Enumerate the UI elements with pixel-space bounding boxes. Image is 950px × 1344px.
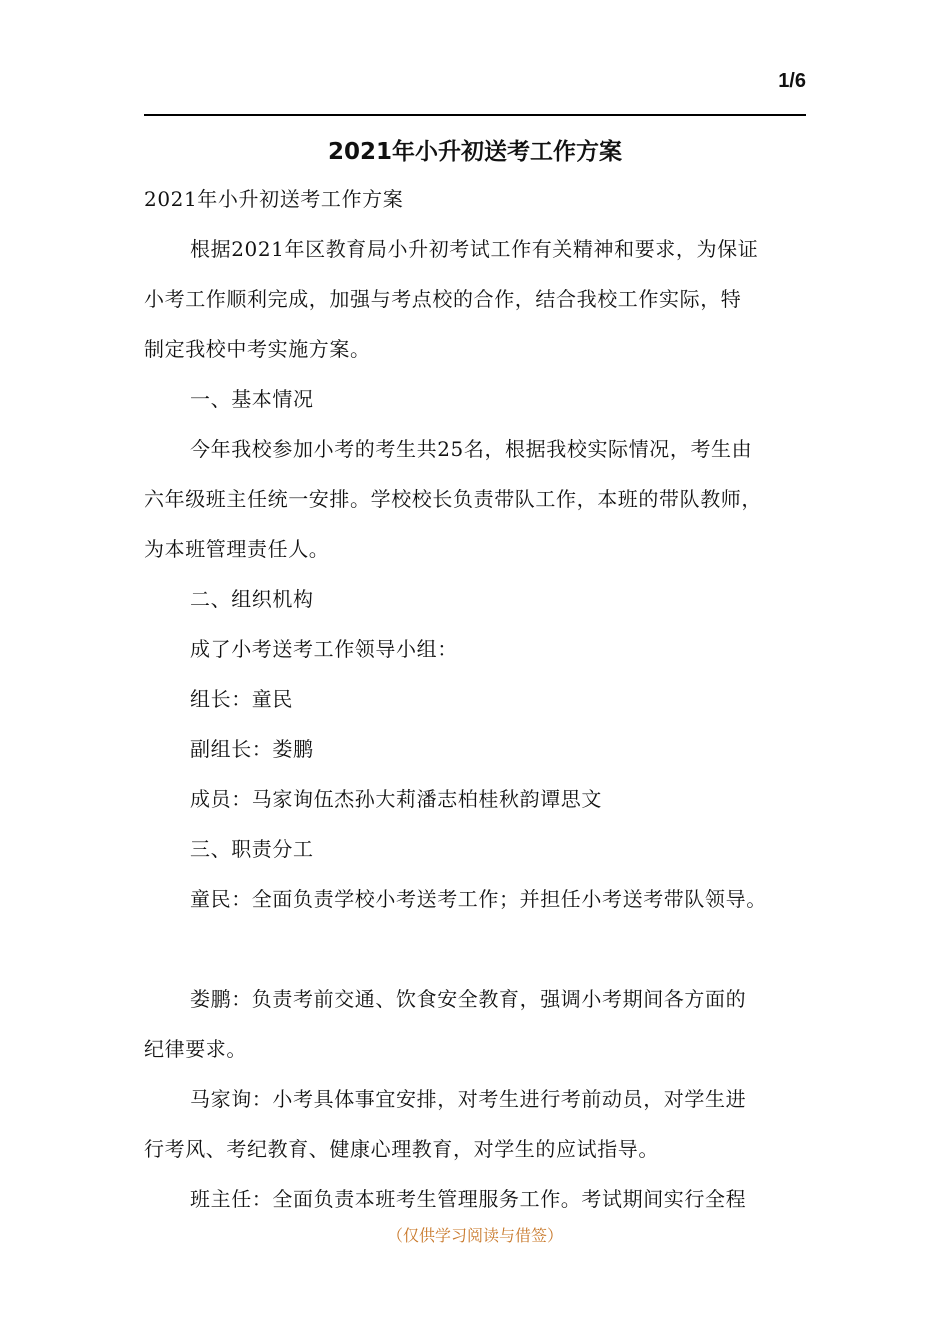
paragraph-line: 为本班管理责任人。 bbox=[144, 537, 330, 561]
paragraph-line: 成员：马家询伍杰孙大莉潘志柏桂秋韵谭思文 bbox=[190, 787, 602, 811]
paragraph-line: 成了小考送考工作领导小组： bbox=[190, 637, 458, 661]
paragraph-line: 制定我校中考实施方案。 bbox=[144, 337, 371, 361]
header-rule bbox=[144, 114, 806, 116]
paragraph-line: 根据2021年区教育局小升初考试工作有关精神和要求，为保证 bbox=[190, 237, 759, 261]
subtitle-line: 2021年小升初送考工作方案 bbox=[144, 187, 404, 211]
paragraph-line: 班主任：全面负责本班考生管理服务工作。考试期间实行全程 bbox=[190, 1187, 747, 1211]
section-heading: 二、组织机构 bbox=[190, 587, 314, 611]
paragraph-line: 娄鹏：负责考前交通、饮食安全教育，强调小考期间各方面的 bbox=[190, 987, 747, 1011]
paragraph-line: 六年级班主任统一安排。学校校长负责带队工作，本班的带队教师， bbox=[144, 487, 762, 511]
paragraph-line: 纪律要求。 bbox=[144, 1037, 247, 1061]
page-number: 1/6 bbox=[778, 70, 806, 92]
footer-note: （仅供学习阅读与借签） bbox=[386, 1226, 563, 1245]
section-heading: 一、基本情况 bbox=[190, 387, 314, 411]
paragraph-line: 童民：全面负责学校小考送考工作；并担任小考送考带队领导。 bbox=[190, 887, 767, 911]
paragraph-line: 小考工作顺利完成，加强与考点校的合作，结合我校工作实际，特 bbox=[144, 287, 742, 311]
paragraph-line: 今年我校参加小考的考生共25名，根据我校实际情况，考生由 bbox=[190, 437, 753, 461]
paragraph-line: 行考风、考纪教育、健康心理教育，对学生的应试指导。 bbox=[144, 1137, 659, 1161]
paragraph-line: 马家询：小考具体事宜安排，对考生进行考前动员，对学生进 bbox=[190, 1087, 747, 1111]
section-heading: 三、职责分工 bbox=[190, 837, 314, 861]
document-title: 2021年小升初送考工作方案 bbox=[327, 139, 622, 165]
paragraph-line: 副组长：娄鹏 bbox=[190, 737, 314, 761]
paragraph-line: 组长：童民 bbox=[190, 687, 293, 711]
